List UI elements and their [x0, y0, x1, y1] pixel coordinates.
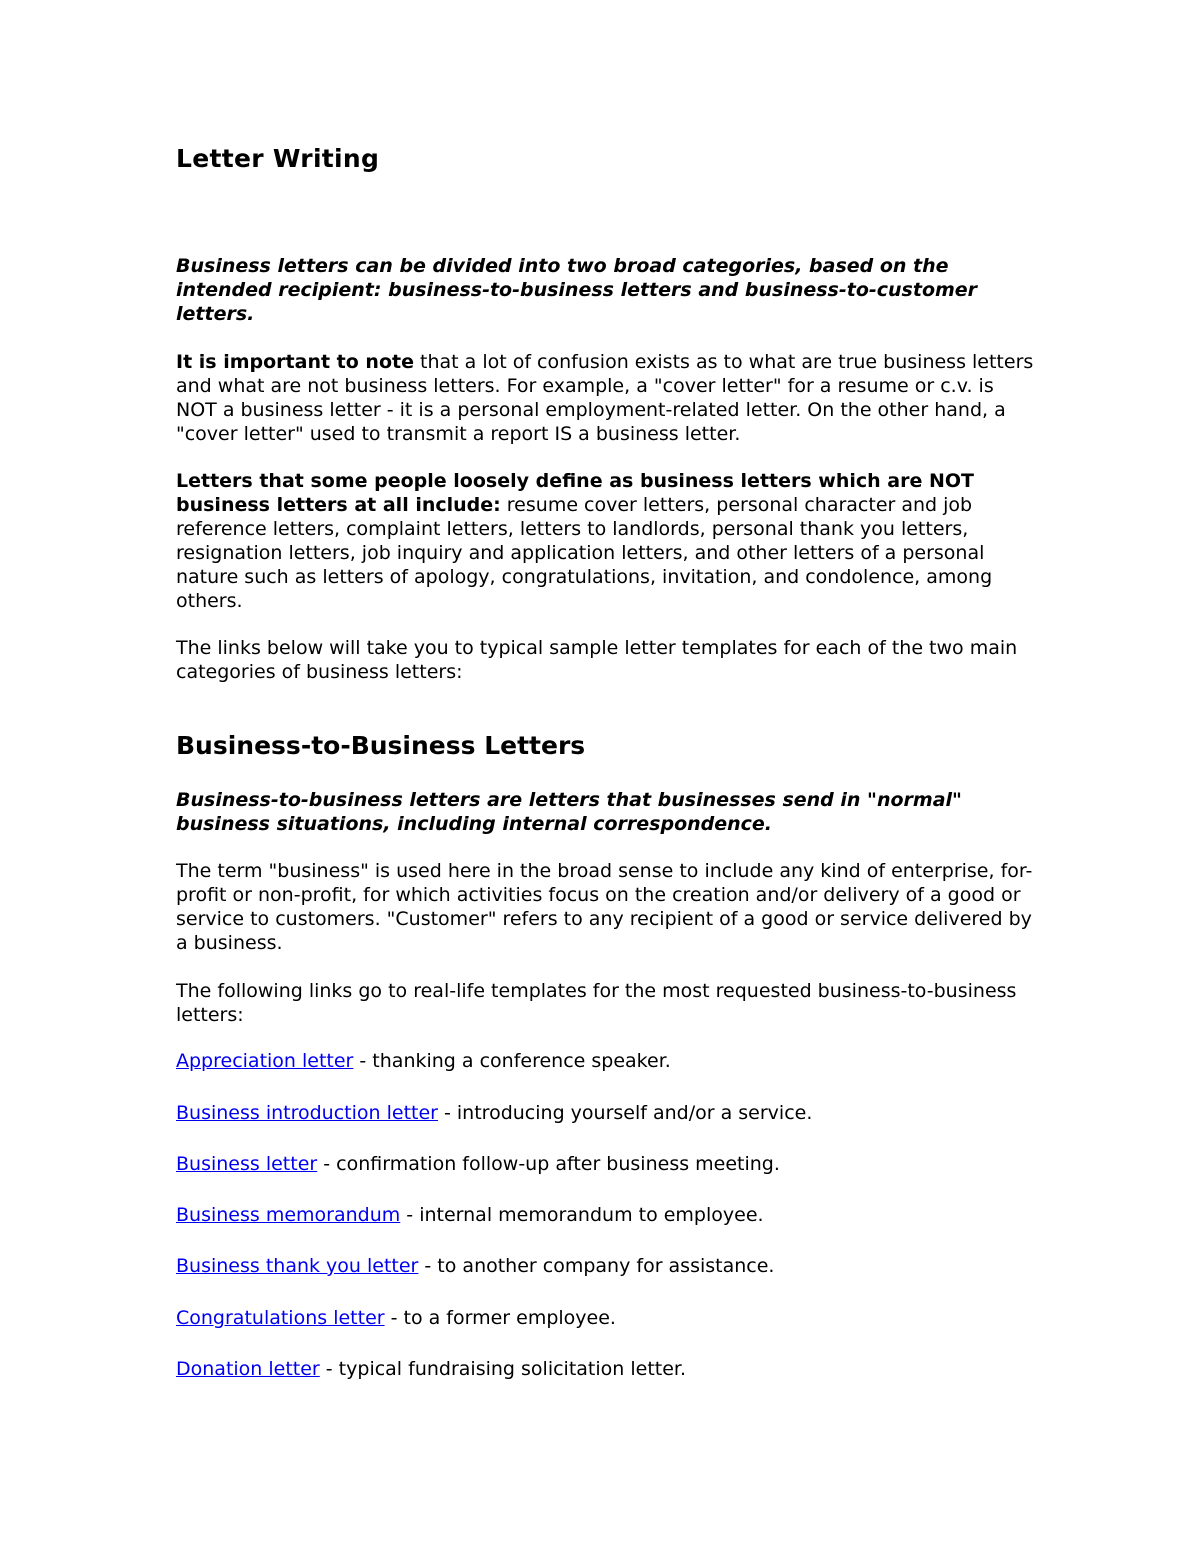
link-donation-letter[interactable]: Donation letter	[176, 1358, 320, 1380]
link-description: - confirmation follow-up after business meeting.	[317, 1153, 780, 1175]
list-item	[176, 1203, 1036, 1227]
list-item	[176, 1306, 1036, 1330]
link-description: - to a former employee.	[384, 1307, 616, 1329]
list-item	[176, 1049, 1036, 1073]
link-business-memorandum[interactable]: Business memorandum	[176, 1204, 401, 1226]
link-appreciation-letter[interactable]: Appreciation letter	[176, 1050, 354, 1072]
not-business-paragraph	[176, 469, 1036, 613]
link-congratulations-letter[interactable]: Congratulations letter	[176, 1307, 385, 1329]
not-business-lead: Letters that some people loosely define as business letters which are NOT business letters at all include:	[176, 470, 974, 516]
link-business-letter[interactable]: Business letter	[176, 1153, 318, 1175]
important-note-paragraph	[176, 350, 1036, 446]
important-note-lead: It is important to note	[176, 351, 414, 373]
link-description: - to another company for assistance.	[418, 1255, 775, 1277]
b2b-following-paragraph: The following links go to real-life templates for the most requested business-to-business letters:	[176, 980, 1017, 1026]
list-item	[176, 1152, 1036, 1176]
page-title: Letter Writing	[176, 144, 380, 173]
link-description: - typical fundraising solicitation letter.	[319, 1358, 687, 1380]
link-business-introduction-letter[interactable]: Business introduction letter	[176, 1102, 438, 1124]
list-item	[176, 1101, 1036, 1125]
important-note-text: that a lot of confusion exists as to what are true business letters and what are not business letters. For example, a "cover letter" for a resume or c.v. is NOT a business letter - it is a personal employment-related letter. On the other hand, a "cover letter" used to transmit a report IS a business letter.	[176, 351, 1034, 445]
not-business-text: resume cover letters, personal character and job reference letters, complaint letters, letters to landlords, personal thank you letters, resignation letters, job inquiry and application letters, and other letters of a personal nature such as letters of apology, congratulations, invitation, and condolence, among others.	[176, 494, 993, 612]
intro-paragraph: Business letters can be divided into two broad categories, based on the intended recipient: business-to-business letters and business-to-customer letters.	[176, 255, 978, 325]
b2b-lead-paragraph: Business-to-business letters are letters that businesses send in "normal" business situations, including internal correspondence.	[176, 789, 962, 835]
link-business-thank-you-letter[interactable]: Business thank you letter	[176, 1255, 419, 1277]
list-item	[176, 1254, 1036, 1278]
link-description: - internal memorandum to employee.	[400, 1204, 764, 1226]
link-description: - thanking a conference speaker.	[353, 1050, 671, 1072]
list-item	[176, 1357, 1036, 1381]
links-intro-paragraph: The links below will take you to typical sample letter templates for each of the two main categories of business letters:	[176, 637, 1018, 683]
section-heading-b2b: Business-to-Business Letters	[176, 731, 586, 760]
b2b-definition-paragraph: The term "business" is used here in the broad sense to include any kind of enterprise, for-profit or non-profit, for which activities focus on the creation and/or delivery of a good or service to customers. "Customer" refers to any recipient of a good or service delivered by a business.	[176, 860, 1033, 954]
link-description: - introducing yourself and/or a service.	[437, 1102, 813, 1124]
